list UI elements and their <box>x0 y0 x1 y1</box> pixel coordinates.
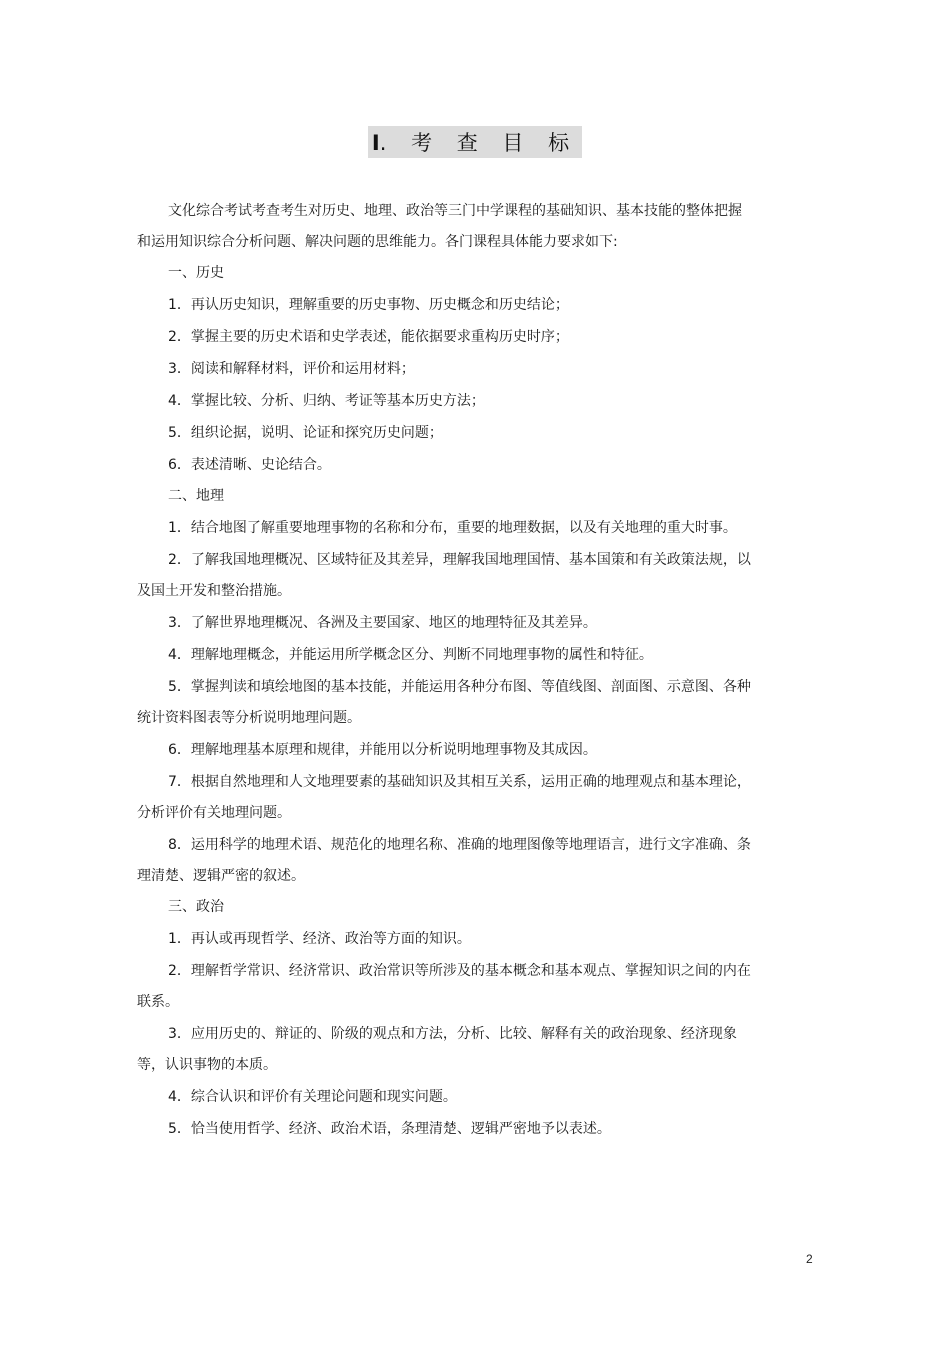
history-item: 4．掌握比较、分析、归纳、考证等基本历史方法； <box>168 393 485 409</box>
page-number: 2 <box>806 1252 813 1266</box>
document-body <box>137 196 753 1145</box>
title-text: . 考 查 目 标 <box>379 131 579 155</box>
history-item: 3．阅读和解释材料，评价和运用材料； <box>168 361 415 377</box>
section-heading-history: 一、历史 <box>168 265 224 281</box>
page-title <box>368 126 582 158</box>
title-container <box>0 126 950 158</box>
geography-item: 5．掌握判读和填绘地图的基本技能，并能运用各种分布图、等值线图、剖面图、示意图、各种统计资料图表等分析说明地理问题。 <box>137 679 751 726</box>
geography-item: 4．理解地理概念，并能运用所学概念区分、判断不同地理事物的属性和特征。 <box>168 647 653 663</box>
history-item: 1．再认历史知识，理解重要的历史事物、历史概念和历史结论； <box>168 297 569 313</box>
geography-item: 8．运用科学的地理术语、规范化的地理名称、准确的地理图像等地理语言，进行文字准确、条理清楚、逻辑严密的叙述。 <box>137 837 751 884</box>
politics-item: 4．综合认识和评价有关理论问题和现实问题。 <box>168 1089 457 1105</box>
history-item: 6．表述清晰、史论结合。 <box>168 457 331 473</box>
history-item: 5．组织论据，说明、论证和探究历史问题； <box>168 425 443 441</box>
section-heading-geography: 二、地理 <box>168 488 224 504</box>
geography-item: 7．根据自然地理和人文地理要素的基础知识及其相互关系，运用正确的地理观点和基本理论，分析评价有关地理问题。 <box>137 774 751 821</box>
section-heading-politics: 三、政治 <box>168 899 224 915</box>
intro-paragraph: 文化综合考试考查考生对历史、地理、政治等三门中学课程的基础知识、基本技能的整体把握和运用知识综合分析问题、解决问题的思维能力。各门课程具体能力要求如下: <box>137 203 742 250</box>
geography-item: 6．理解地理基本原理和规律，并能用以分析说明地理事物及其成因。 <box>168 742 597 758</box>
politics-item: 5．恰当使用哲学、经济、政治术语，条理清楚、逻辑严密地予以表述。 <box>168 1121 611 1137</box>
history-item: 2．掌握主要的历史术语和史学表述，能依据要求重构历史时序； <box>168 329 569 345</box>
geography-item: 3．了解世界地理概况、各洲及主要国家、地区的地理特征及其差异。 <box>168 615 597 631</box>
politics-item: 2．理解哲学常识、经济常识、政治常识等所涉及的基本概念和基本观点、掌握知识之间的内在联系。 <box>137 963 751 1010</box>
geography-item: 2．了解我国地理概况、区域特征及其差异，理解我国地理国情、基本国策和有关政策法规，以及国土开发和整治措施。 <box>137 552 751 599</box>
title-numeral: I <box>371 131 380 155</box>
politics-item: 1．再认或再现哲学、经济、政治等方面的知识。 <box>168 931 471 947</box>
politics-item: 3．应用历史的、辩证的、阶级的观点和方法，分析、比较、解释有关的政治现象、经济现象等，认识事物的本质。 <box>137 1026 737 1073</box>
geography-item: 1．结合地图了解重要地理事物的名称和分布，重要的地理数据，以及有关地理的重大时事。 <box>168 520 737 536</box>
